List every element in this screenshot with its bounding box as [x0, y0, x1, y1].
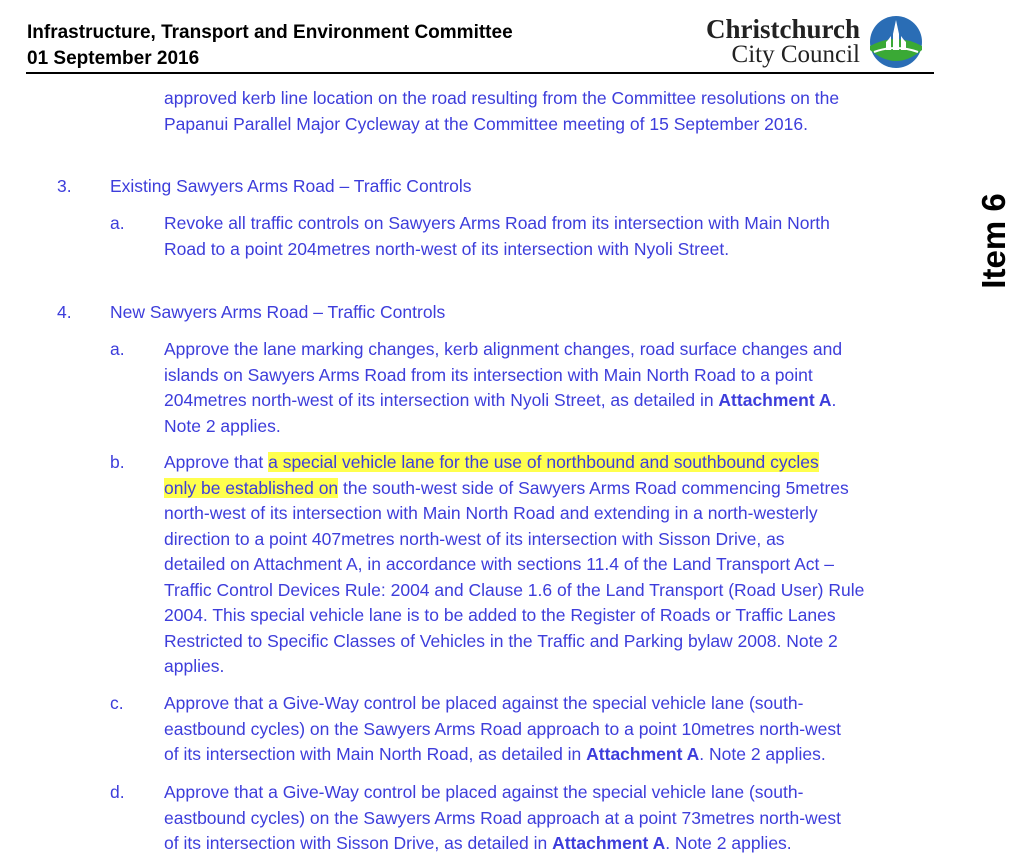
section-3a-label: a.	[110, 213, 125, 233]
text-run: .	[831, 390, 837, 410]
text-run: the south-west side of Sawyers Arms Road commencing 5metres	[338, 477, 849, 498]
attachment-reference: Attachment A	[586, 744, 700, 764]
paragraph-line: eastbound cycles) on the Sawyers Arms Road approach at a point 73metres north-west	[164, 807, 842, 828]
attachment-reference: Attachment A	[552, 833, 666, 853]
document-header	[27, 20, 513, 72]
section-4a-paragraph	[164, 337, 924, 439]
cathedral-emblem-icon	[868, 14, 924, 70]
committee-name: Infrastructure, Transport and Environment Committee	[27, 22, 513, 43]
section-4-number: 4.	[57, 302, 72, 322]
council-logo	[690, 14, 930, 70]
item-label: Item 6	[975, 192, 1012, 289]
logo-wordmark	[706, 16, 860, 68]
paragraph-line: Approve that a Give-Way control be placed against the special vehicle lane (south-	[164, 693, 804, 713]
section-3-heading: Existing Sawyers Arms Road – Traffic Controls	[110, 176, 472, 196]
section-4a-label: a.	[110, 339, 125, 359]
section-4d-label: d.	[110, 782, 125, 802]
attachment-reference: Attachment A	[718, 390, 832, 410]
paragraph-line	[164, 476, 924, 502]
logo-line1: Christchurch	[705, 14, 860, 44]
paragraph-line	[164, 450, 924, 476]
paragraph-line: Restricted to Specific Classes of Vehicles in the Traffic and Parking bylaw 2008. Note 2	[164, 630, 838, 651]
paragraph-line: eastbound cycles) on the Sawyers Arms Road approach to a point 10metres north-west	[164, 718, 842, 739]
paragraph-line	[164, 831, 924, 857]
logo-line2: City Council	[731, 41, 860, 68]
paragraph-line	[164, 742, 924, 768]
paragraph-line: direction to a point 407metres north-west of its intersection with Sisson Drive, as	[164, 528, 785, 549]
section-4-heading: New Sawyers Arms Road – Traffic Controls	[110, 302, 446, 322]
header-divider	[26, 72, 934, 74]
highlighted-text: a special vehicle lane for the use of northbound and southbound cycles	[268, 452, 819, 472]
item-side-tab	[968, 178, 1020, 303]
intro-paragraph	[164, 86, 924, 137]
paragraph-line: north-west of its intersection with Main North Road and extending in a north-westerly	[164, 503, 818, 523]
paragraph-line: Note 2 applies.	[164, 415, 281, 436]
paragraph-line: islands on Sawyers Arms Road from its intersection with Main North Road to a point	[164, 364, 813, 385]
paragraph-line: applies.	[164, 656, 225, 676]
section-3a-paragraph	[164, 211, 924, 262]
paragraph-line: detailed on Attachment A, in accordance with sections 11.4 of the Land Transport Act –	[164, 554, 834, 574]
section-4b-paragraph	[164, 450, 924, 680]
text-run: 204metres north-west of its intersection with Nyoli Street, as detailed in	[164, 390, 719, 410]
text-run: Approve that	[164, 452, 269, 472]
section-4c-label: c.	[110, 693, 124, 713]
text-run: of its intersection with Sisson Drive, as detailed in	[164, 833, 553, 853]
text-run: of its intersection with Main North Road, as detailed in	[164, 744, 587, 764]
paragraph-line: Approve the lane marking changes, kerb alignment changes, road surface changes and	[164, 339, 843, 359]
paragraph-line: 2004. This special vehicle lane is to be added to the Register of Roads or Traffic Lanes	[164, 605, 836, 625]
section-3-number: 3.	[57, 176, 72, 196]
text-run: . Note 2 applies.	[665, 833, 792, 853]
section-4b-label: b.	[110, 452, 125, 472]
text-run: . Note 2 applies.	[699, 744, 826, 764]
paragraph-line: Traffic Control Devices Rule: 2004 and Clause 1.6 of the Land Transport (Road User) Rule	[164, 579, 865, 600]
paragraph-line	[164, 388, 924, 414]
highlighted-text: only be established on	[164, 477, 339, 498]
meeting-date: 01 September 2016	[27, 48, 200, 69]
section-4c-paragraph	[164, 691, 924, 768]
section-4d-paragraph	[164, 780, 924, 857]
paragraph-line: Revoke all traffic controls on Sawyers Arms Road from its intersection with Main North	[164, 213, 830, 233]
intro-line: Papanui Parallel Major Cycleway at the Committee meeting of 15 September 2016.	[164, 113, 808, 134]
intro-line: approved kerb line location on the road resulting from the Committee resolutions on the	[164, 88, 840, 108]
paragraph-line: Approve that a Give-Way control be placed against the special vehicle lane (south-	[164, 782, 804, 802]
paragraph-line: Road to a point 204metres north-west of its intersection with Nyoli Street.	[164, 238, 730, 259]
